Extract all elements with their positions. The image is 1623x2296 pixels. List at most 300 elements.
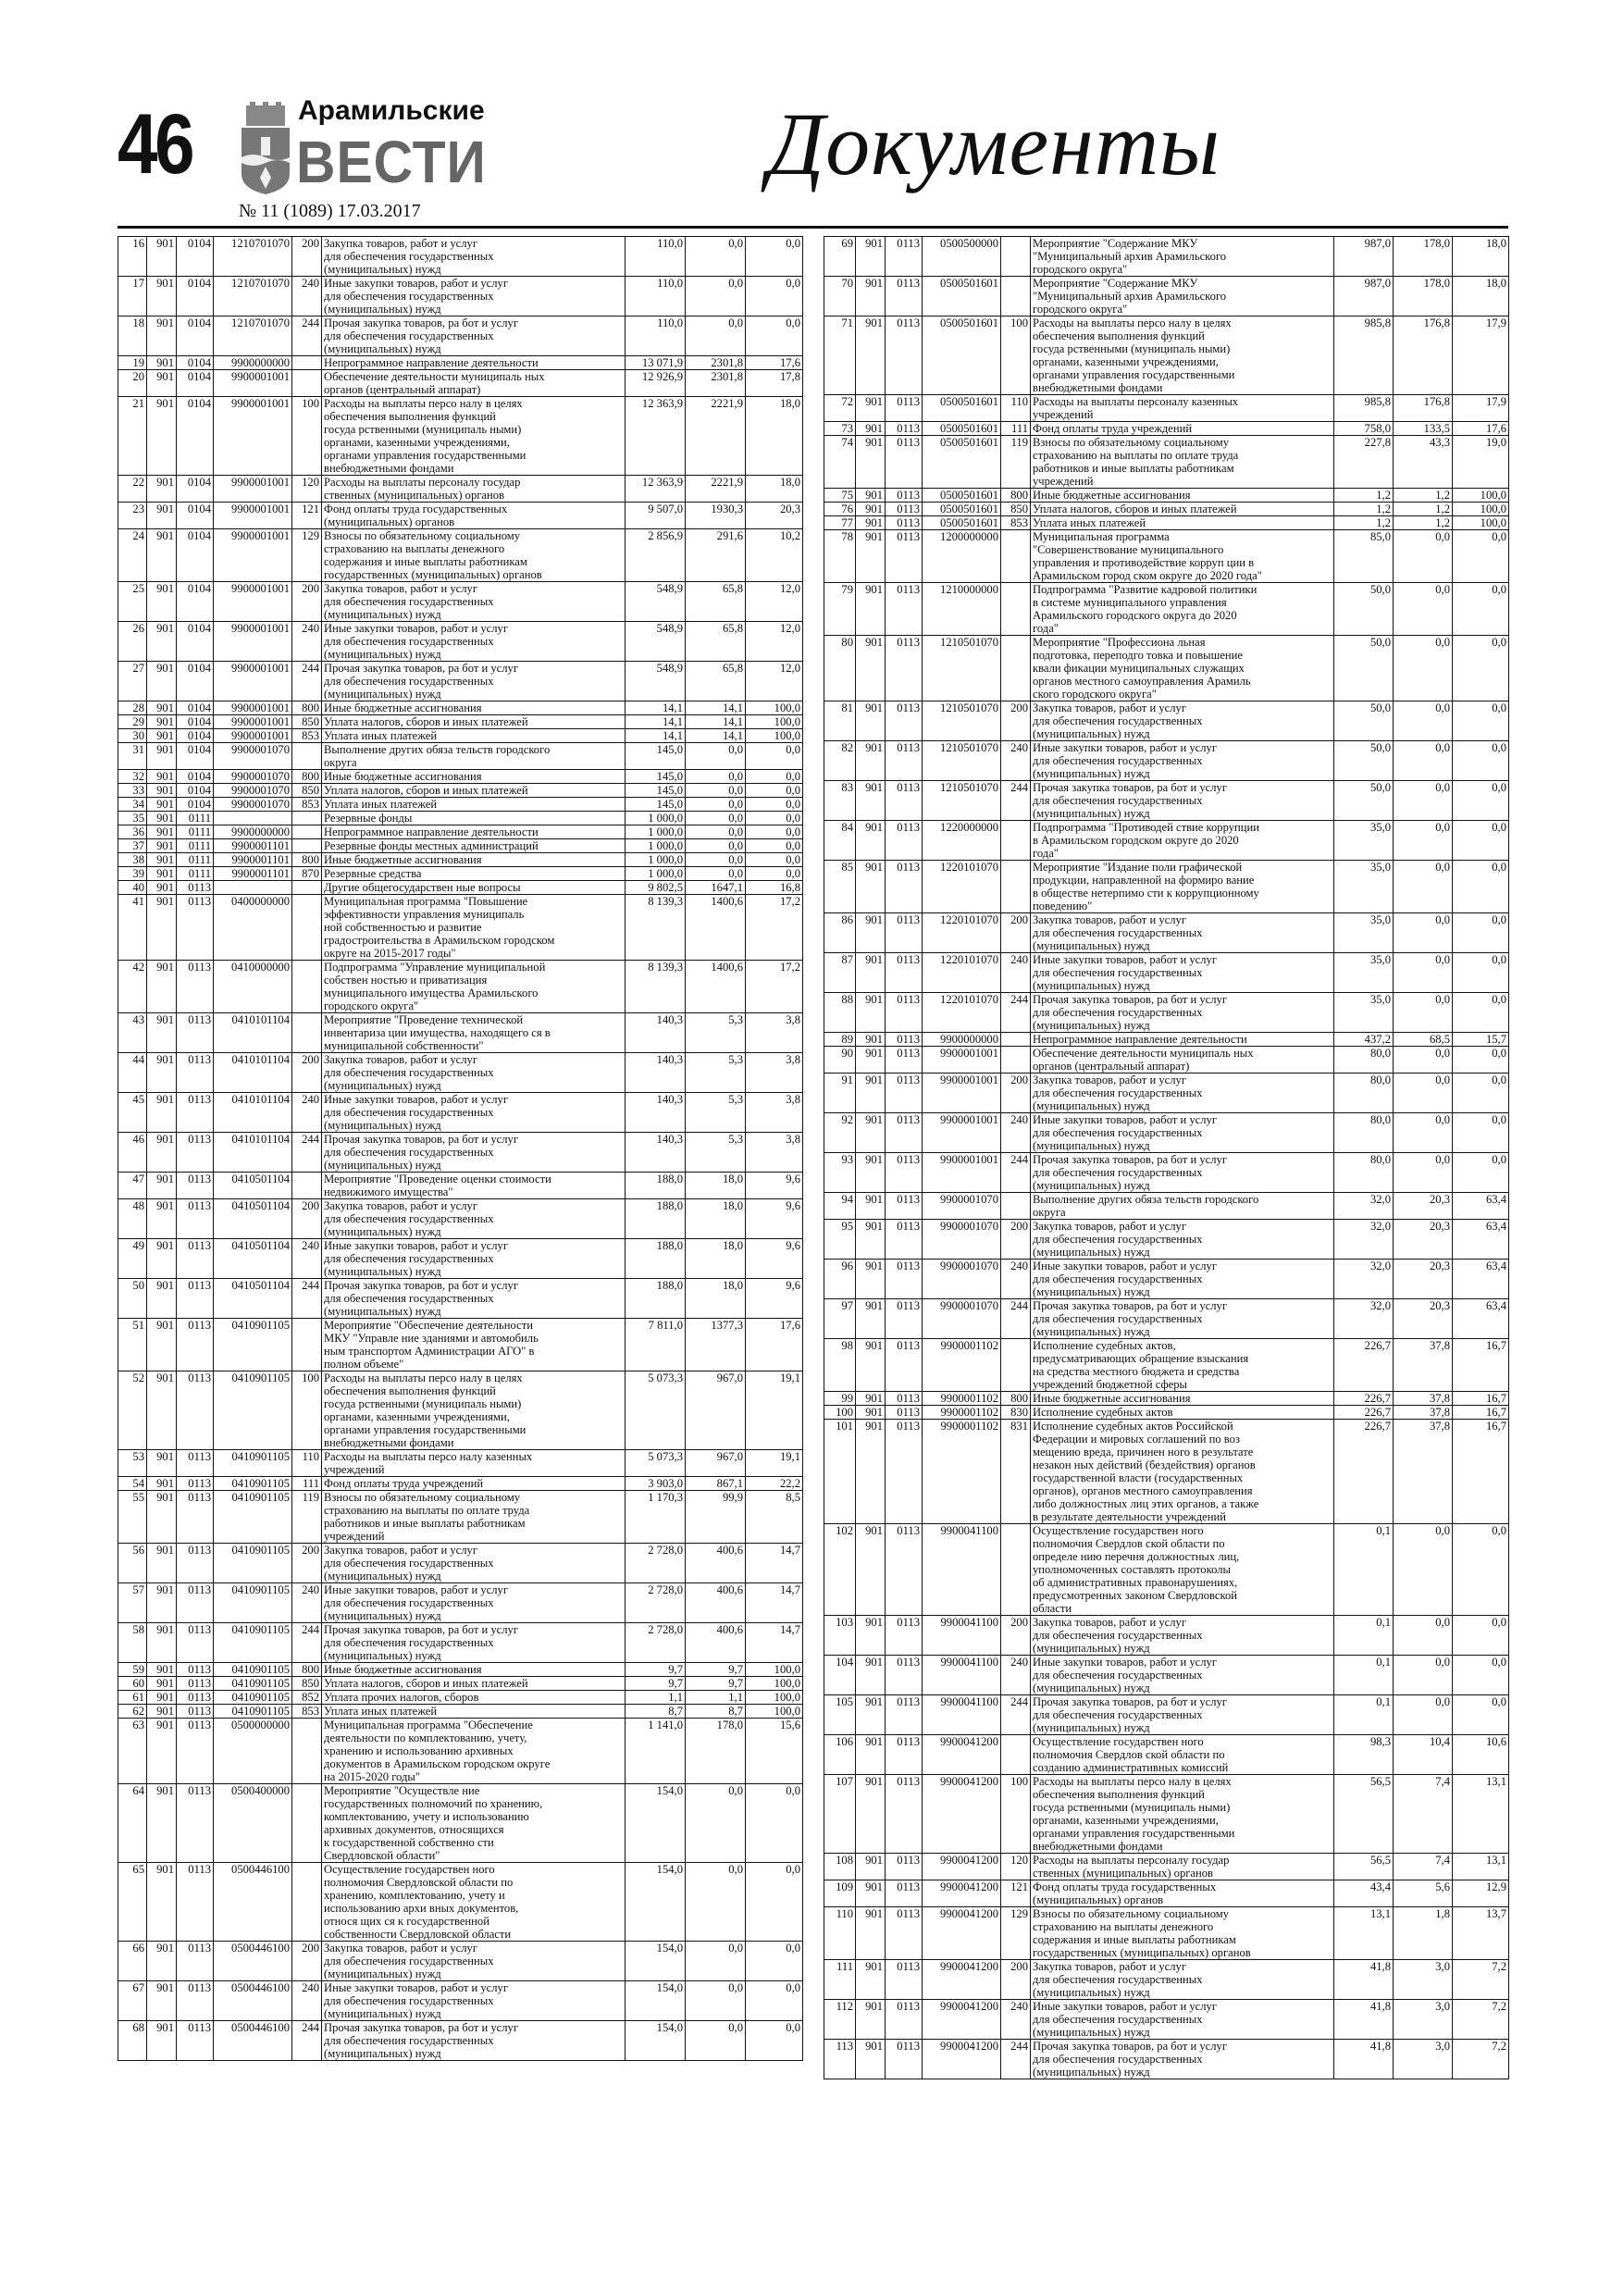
executed-amount: 967,0 xyxy=(686,1371,746,1450)
table-row xyxy=(118,1319,803,1371)
department-code: 901 xyxy=(856,1406,886,1420)
row-number: 86 xyxy=(824,913,856,953)
department-code: 901 xyxy=(147,1623,177,1663)
department-code: 901 xyxy=(147,1199,177,1239)
execution-percent: 17,8 xyxy=(746,370,803,397)
table-row xyxy=(118,397,803,476)
description: Уплата иных платежей xyxy=(1031,516,1334,530)
executed-amount: 178,0 xyxy=(1394,237,1453,277)
execution-percent: 100,0 xyxy=(746,729,803,743)
planned-amount: 80,0 xyxy=(1334,1047,1394,1074)
planned-amount: 2 728,0 xyxy=(626,1623,686,1663)
section-code: 0113 xyxy=(886,1656,923,1695)
executed-amount: 0,0 xyxy=(1394,1047,1453,1074)
description: Исполнение судебных актов xyxy=(1031,1406,1334,1420)
description: Закупка товаров, работ и услуг для обеспечения государственных (муниципальных) нужд xyxy=(1031,1616,1334,1656)
description: Иные закупки товаров, работ и услуг для обеспечения государственных (муниципальных) нужд xyxy=(1031,1656,1334,1695)
execution-percent: 8,5 xyxy=(746,1491,803,1544)
expense-type-code xyxy=(292,825,322,839)
execution-percent: 18,0 xyxy=(746,397,803,476)
department-code: 901 xyxy=(856,741,886,781)
planned-amount: 32,0 xyxy=(1334,1260,1394,1299)
planned-amount: 13,1 xyxy=(1334,1907,1394,1960)
section-code: 0113 xyxy=(886,1880,923,1907)
department-code: 901 xyxy=(147,1583,177,1623)
execution-percent: 10,2 xyxy=(746,529,803,582)
execution-percent: 15,6 xyxy=(746,1719,803,1784)
expense-type-code: 200 xyxy=(1001,1960,1031,2000)
execution-percent: 0,0 xyxy=(746,784,803,798)
department-code: 901 xyxy=(856,701,886,741)
executed-amount: 68,5 xyxy=(1394,1033,1453,1047)
execution-percent: 3,8 xyxy=(746,1013,803,1053)
planned-amount: 8 139,3 xyxy=(626,895,686,961)
planned-amount: 50,0 xyxy=(1334,781,1394,821)
table-row xyxy=(824,1299,1509,1339)
row-number: 45 xyxy=(118,1093,147,1133)
description: Иные бюджетные ассигнования xyxy=(1031,1392,1334,1406)
department-code: 901 xyxy=(856,1880,886,1907)
executed-amount: 1,1 xyxy=(686,1691,746,1705)
planned-amount: 13 071,9 xyxy=(626,356,686,370)
section-code: 0113 xyxy=(886,1220,923,1260)
planned-amount: 987,0 xyxy=(1334,277,1394,316)
expense-type-code: 111 xyxy=(1001,422,1031,436)
planned-amount: 35,0 xyxy=(1334,821,1394,861)
section-code: 0113 xyxy=(177,1784,214,1863)
expense-type-code: 853 xyxy=(292,798,322,812)
section-code: 0104 xyxy=(177,729,214,743)
planned-amount: 154,0 xyxy=(626,2021,686,2061)
section-code: 0113 xyxy=(177,1013,214,1053)
section-code: 0113 xyxy=(886,1406,923,1420)
section-code: 0113 xyxy=(177,1863,214,1942)
target-article-code: 1210501070 xyxy=(923,781,1001,821)
expense-type-code xyxy=(292,895,322,961)
target-article-code: 0410101104 xyxy=(214,1013,292,1053)
executed-amount: 1,8 xyxy=(1394,1907,1453,1960)
department-code: 901 xyxy=(856,1775,886,1854)
executed-amount: 400,6 xyxy=(686,1544,746,1583)
executed-amount: 0,0 xyxy=(1394,701,1453,741)
section-code: 0104 xyxy=(177,798,214,812)
target-article-code: 0500446100 xyxy=(214,1863,292,1942)
executed-amount: 176,8 xyxy=(1394,395,1453,422)
table-row xyxy=(118,370,803,397)
table-row xyxy=(824,1033,1509,1047)
planned-amount: 98,3 xyxy=(1334,1735,1394,1775)
target-article-code: 1220101070 xyxy=(923,993,1001,1033)
planned-amount: 80,0 xyxy=(1334,1074,1394,1113)
planned-amount: 0,1 xyxy=(1334,1695,1394,1735)
table-row xyxy=(824,316,1509,395)
target-article-code: 0500501601 xyxy=(923,316,1001,395)
target-article-code: 9900001001 xyxy=(214,729,292,743)
planned-amount: 14,1 xyxy=(626,701,686,715)
planned-amount: 35,0 xyxy=(1334,861,1394,913)
execution-percent: 0,0 xyxy=(1453,1524,1509,1616)
executed-amount: 0,0 xyxy=(686,316,746,356)
executed-amount: 65,8 xyxy=(686,662,746,701)
description: Закупка товаров, работ и услуг для обеспечения государственных (муниципальных) нужд xyxy=(322,1053,626,1093)
table-row xyxy=(824,1153,1509,1193)
execution-percent: 7,2 xyxy=(1453,2000,1509,2040)
row-number: 67 xyxy=(118,1981,147,2021)
executed-amount: 0,0 xyxy=(1394,861,1453,913)
table-row xyxy=(118,1371,803,1450)
table-row xyxy=(824,1880,1509,1907)
description: Иные бюджетные ассигнования xyxy=(322,701,626,715)
expense-type-code: 831 xyxy=(1001,1420,1031,1524)
description: Прочая закупка товаров, ра бот и услуг для обеспечения государственных (муниципальных) нужд xyxy=(1031,1153,1334,1193)
table-row xyxy=(824,1260,1509,1299)
department-code: 901 xyxy=(147,277,177,316)
executed-amount: 37,8 xyxy=(1394,1392,1453,1406)
table-row xyxy=(118,1583,803,1623)
department-code: 901 xyxy=(147,1371,177,1450)
section-code: 0113 xyxy=(886,821,923,861)
executed-amount: 0,0 xyxy=(1394,741,1453,781)
department-code: 901 xyxy=(147,715,177,729)
planned-amount: 41,8 xyxy=(1334,1960,1394,2000)
section-code: 0113 xyxy=(177,1053,214,1093)
table-row xyxy=(824,530,1509,583)
department-code: 901 xyxy=(147,1544,177,1583)
executed-amount: 3,0 xyxy=(1394,1960,1453,2000)
planned-amount: 41,8 xyxy=(1334,2040,1394,2079)
description: Закупка товаров, работ и услуг для обеспечения государственных (муниципальных) нужд xyxy=(1031,1074,1334,1113)
planned-amount: 145,0 xyxy=(626,798,686,812)
target-article-code: 9900001070 xyxy=(923,1220,1001,1260)
row-number: 48 xyxy=(118,1199,147,1239)
section-code: 0113 xyxy=(177,1173,214,1199)
target-article-code: 1210501070 xyxy=(923,636,1001,701)
section-code: 0113 xyxy=(886,316,923,395)
row-number: 56 xyxy=(118,1544,147,1583)
planned-amount: 140,3 xyxy=(626,1053,686,1093)
planned-amount: 80,0 xyxy=(1334,1113,1394,1153)
section-code: 0113 xyxy=(886,1047,923,1074)
description: Мероприятие "Содержание МКУ "Муниципальный архив Арамильского городского округа" xyxy=(1031,277,1334,316)
executed-amount: 0,0 xyxy=(1394,1616,1453,1656)
section-code: 0113 xyxy=(886,1524,923,1616)
target-article-code: 9900001102 xyxy=(923,1392,1001,1406)
row-number: 38 xyxy=(118,853,147,867)
department-code: 901 xyxy=(856,1153,886,1193)
target-article-code: 1210501070 xyxy=(923,741,1001,781)
table-row xyxy=(118,1491,803,1544)
expense-type-code: 240 xyxy=(292,277,322,316)
target-article-code: 9900041200 xyxy=(923,2000,1001,2040)
row-number: 81 xyxy=(824,701,856,741)
row-number: 80 xyxy=(824,636,856,701)
section-code: 0113 xyxy=(886,781,923,821)
expense-type-code: 240 xyxy=(292,622,322,662)
description: Расходы на выплаты персо налу в целях обеспечения выполнения функций госуда рственными (муниципаль ными) органами, казенными учреждениями, органами управления государственными внебюджетными фондами xyxy=(1031,316,1334,395)
expense-type-code: 244 xyxy=(1001,781,1031,821)
department-code: 901 xyxy=(856,953,886,993)
section-code: 0113 xyxy=(886,1074,923,1113)
table-row xyxy=(118,277,803,316)
execution-percent: 18,0 xyxy=(1453,277,1509,316)
planned-amount: 1,2 xyxy=(1334,503,1394,516)
executed-amount: 0,0 xyxy=(1394,781,1453,821)
table-row xyxy=(118,1719,803,1784)
expense-type-code: 853 xyxy=(292,1705,322,1719)
table-row xyxy=(824,1695,1509,1735)
budget-table-right xyxy=(824,236,1509,2079)
execution-percent: 18,0 xyxy=(1453,237,1509,277)
row-number: 57 xyxy=(118,1583,147,1623)
expense-type-code: 240 xyxy=(1001,741,1031,781)
description: Уплата налогов, сборов и иных платежей xyxy=(322,1677,626,1691)
description: Прочая закупка товаров, ра бот и услуг для обеспечения государственных (муниципальных) нужд xyxy=(1031,1695,1334,1735)
execution-percent: 100,0 xyxy=(746,1663,803,1677)
department-code: 901 xyxy=(147,503,177,529)
target-article-code: 0410901105 xyxy=(214,1663,292,1677)
department-code: 901 xyxy=(856,503,886,516)
description: Прочая закупка товаров, ра бот и услуг для обеспечения государственных (муниципальных) нужд xyxy=(1031,1299,1334,1339)
department-code: 901 xyxy=(147,476,177,503)
row-number: 69 xyxy=(824,237,856,277)
execution-percent: 100,0 xyxy=(1453,516,1509,530)
section-code: 0113 xyxy=(177,1623,214,1663)
department-code: 901 xyxy=(856,1299,886,1339)
executed-amount: 0,0 xyxy=(686,1863,746,1942)
executed-amount: 65,8 xyxy=(686,582,746,622)
execution-percent: 0,0 xyxy=(746,1942,803,1981)
table-row xyxy=(118,237,803,277)
expense-type-code xyxy=(292,356,322,370)
expense-type-code xyxy=(292,743,322,770)
target-article-code: 9900001001 xyxy=(923,1074,1001,1113)
description: Фонд оплаты труда государственных (муниципальных) органов xyxy=(322,503,626,529)
target-article-code: 1210501070 xyxy=(923,701,1001,741)
description: Расходы на выплаты персо налу в целях обеспечения выполнения функций госуда рственными (муниципаль ными) органами, казенными учреждениями, органами управления государственными внебюджетными фондами xyxy=(322,397,626,476)
section-code: 0113 xyxy=(177,1544,214,1583)
department-code: 901 xyxy=(147,2021,177,2061)
executed-amount: 0,0 xyxy=(686,743,746,770)
section-code: 0113 xyxy=(177,1133,214,1173)
table-row xyxy=(824,436,1509,489)
description: Осуществление государствен ного полномочия Свердлов ской области по определе нию перечня должностных лиц, уполномоченных составлять протоколы об административных правонарушениях, предусмотренных законом Свердловской области xyxy=(1031,1524,1334,1616)
description: Уплата прочих налогов, сборов xyxy=(322,1691,626,1705)
row-number: 20 xyxy=(118,370,147,397)
description: Уплата налогов, сборов и иных платежей xyxy=(322,715,626,729)
description: Непрограммное направление деятельности xyxy=(322,825,626,839)
execution-percent: 17,2 xyxy=(746,895,803,961)
department-code: 901 xyxy=(147,1133,177,1173)
department-code: 901 xyxy=(147,743,177,770)
row-number: 16 xyxy=(118,237,147,277)
table-row xyxy=(824,489,1509,503)
description: Иные закупки товаров, работ и услуг для обеспечения государственных (муниципальных) нужд xyxy=(322,1093,626,1133)
execution-percent: 0,0 xyxy=(1453,1616,1509,1656)
target-article-code: 0410901105 xyxy=(214,1319,292,1371)
table-row xyxy=(824,2000,1509,2040)
description: Мероприятие "Обеспечение деятельности МКУ "Управле ние зданиями и автомобиль ным транспортом Администрации АГО" в полном объеме" xyxy=(322,1319,626,1371)
execution-percent: 17,9 xyxy=(1453,316,1509,395)
execution-percent: 0,0 xyxy=(1453,993,1509,1033)
department-code: 901 xyxy=(856,861,886,913)
section-code: 0104 xyxy=(177,397,214,476)
expense-type-code: 200 xyxy=(1001,913,1031,953)
table-row xyxy=(118,1013,803,1053)
target-article-code: 0410501104 xyxy=(214,1279,292,1319)
expense-type-code: 244 xyxy=(292,2021,322,2061)
execution-percent: 63,4 xyxy=(1453,1220,1509,1260)
expense-type-code xyxy=(292,1784,322,1863)
target-article-code: 9900041200 xyxy=(923,1880,1001,1907)
section-code: 0111 xyxy=(177,825,214,839)
department-code: 901 xyxy=(147,961,177,1013)
planned-amount: 140,3 xyxy=(626,1133,686,1173)
execution-percent: 63,4 xyxy=(1453,1193,1509,1220)
description: Муниципальная программа "Совершенствование муниципального управления и противодействие корруп ции в Арамильском город ском округе до 2020 года" xyxy=(1031,530,1334,583)
expense-type-code: 200 xyxy=(292,1544,322,1583)
row-number: 59 xyxy=(118,1663,147,1677)
planned-amount: 50,0 xyxy=(1334,583,1394,636)
description: Резервные фонды местных администраций xyxy=(322,839,626,853)
target-article-code: 0410101104 xyxy=(214,1053,292,1093)
planned-amount: 110,0 xyxy=(626,316,686,356)
executed-amount: 37,8 xyxy=(1394,1420,1453,1524)
department-code: 901 xyxy=(856,1960,886,2000)
target-article-code: 9900001101 xyxy=(214,853,292,867)
department-code: 901 xyxy=(147,798,177,812)
executed-amount: 14,1 xyxy=(686,729,746,743)
department-code: 901 xyxy=(856,583,886,636)
department-code: 901 xyxy=(147,1863,177,1942)
description: Непрограммное направление деятельности xyxy=(1031,1033,1334,1047)
description: Иные закупки товаров, работ и услуг для обеспечения государственных (муниципальных) нужд xyxy=(1031,1260,1334,1299)
executed-amount: 1400,6 xyxy=(686,961,746,1013)
execution-percent: 17,6 xyxy=(1453,422,1509,436)
section-code: 0104 xyxy=(177,237,214,277)
executed-amount: 0,0 xyxy=(686,1942,746,1981)
target-article-code: 0410501104 xyxy=(214,1239,292,1279)
expense-type-code: 850 xyxy=(292,784,322,798)
table-row xyxy=(824,993,1509,1033)
row-number: 83 xyxy=(824,781,856,821)
section-code: 0113 xyxy=(886,2000,923,2040)
description: Уплата иных платежей xyxy=(322,1705,626,1719)
expense-type-code: 850 xyxy=(292,715,322,729)
expense-type-code: 244 xyxy=(1001,1695,1031,1735)
row-number: 46 xyxy=(118,1133,147,1173)
table-row xyxy=(824,701,1509,741)
executed-amount: 0,0 xyxy=(686,770,746,784)
row-number: 61 xyxy=(118,1691,147,1705)
department-code: 901 xyxy=(856,2040,886,2079)
table-row xyxy=(824,1113,1509,1153)
section-code: 0113 xyxy=(886,861,923,913)
target-article-code: 9900001070 xyxy=(214,770,292,784)
expense-type-code: 110 xyxy=(292,1450,322,1477)
row-number: 104 xyxy=(824,1656,856,1695)
budget-table-left xyxy=(118,236,803,2061)
target-article-code: 9900041200 xyxy=(923,1735,1001,1775)
target-article-code: 9900001101 xyxy=(214,867,292,881)
planned-amount: 35,0 xyxy=(1334,913,1394,953)
planned-amount: 7 811,0 xyxy=(626,1319,686,1371)
execution-percent: 100,0 xyxy=(1453,489,1509,503)
row-number: 79 xyxy=(824,583,856,636)
executed-amount: 0,0 xyxy=(1394,1074,1453,1113)
target-article-code: 9900001001 xyxy=(214,397,292,476)
executed-amount: 0,0 xyxy=(1394,913,1453,953)
table-row xyxy=(118,1093,803,1133)
table-row xyxy=(118,825,803,839)
section-code: 0113 xyxy=(177,1583,214,1623)
planned-amount: 32,0 xyxy=(1334,1193,1394,1220)
description: Осуществление государствен ного полномочия Свердловской области по хранению, комплектованию, учету и использованию архи вных документов, относя щих ся к государственной собственности Свердловской области xyxy=(322,1863,626,1942)
executed-amount: 400,6 xyxy=(686,1623,746,1663)
expense-type-code: 100 xyxy=(1001,316,1031,395)
section-code: 0113 xyxy=(886,1695,923,1735)
expense-type-code: 244 xyxy=(292,316,322,356)
table-row xyxy=(118,1691,803,1705)
department-code: 901 xyxy=(856,516,886,530)
department-code: 901 xyxy=(856,1854,886,1880)
planned-amount: 56,5 xyxy=(1334,1854,1394,1880)
target-article-code: 1220101070 xyxy=(923,913,1001,953)
row-number: 36 xyxy=(118,825,147,839)
target-article-code: 9900001001 xyxy=(923,1113,1001,1153)
expense-type-code xyxy=(292,370,322,397)
row-number: 98 xyxy=(824,1339,856,1392)
expense-type-code: 100 xyxy=(292,397,322,476)
execution-percent: 0,0 xyxy=(1453,913,1509,953)
department-code: 901 xyxy=(147,1663,177,1677)
planned-amount: 145,0 xyxy=(626,743,686,770)
table-row xyxy=(118,529,803,582)
department-code: 901 xyxy=(147,729,177,743)
description: Подпрограмма "Развитие кадровой политики в системе муниципального управления Арамильского городского округа до 2020 года" xyxy=(1031,583,1334,636)
department-code: 901 xyxy=(147,770,177,784)
execution-percent: 0,0 xyxy=(746,770,803,784)
section-code: 0113 xyxy=(886,489,923,503)
planned-amount: 80,0 xyxy=(1334,1153,1394,1193)
department-code: 901 xyxy=(147,1173,177,1199)
description: Мероприятие "Содержание МКУ "Муниципальный архив Арамильского городского округа" xyxy=(1031,237,1334,277)
table-row xyxy=(824,1339,1509,1392)
department-code: 901 xyxy=(147,1691,177,1705)
description: Закупка товаров, работ и услуг для обеспечения государственных (муниципальных) нужд xyxy=(1031,1220,1334,1260)
description: Обеспечение деятельности муниципаль ных органов (центральный аппарат) xyxy=(322,370,626,397)
section-code: 0113 xyxy=(177,1677,214,1691)
target-article-code: 9900001001 xyxy=(214,370,292,397)
section-code: 0113 xyxy=(886,1113,923,1153)
department-code: 901 xyxy=(856,1220,886,1260)
execution-percent: 0,0 xyxy=(746,839,803,853)
executed-amount: 867,1 xyxy=(686,1477,746,1491)
table-row xyxy=(118,895,803,961)
planned-amount: 437,2 xyxy=(1334,1033,1394,1047)
section-code: 0113 xyxy=(177,1942,214,1981)
planned-amount: 8 139,3 xyxy=(626,961,686,1013)
executed-amount: 2301,8 xyxy=(686,356,746,370)
section-code: 0113 xyxy=(886,422,923,436)
section-code: 0113 xyxy=(886,277,923,316)
row-number: 19 xyxy=(118,356,147,370)
description: Фонд оплаты труда учреждений xyxy=(1031,422,1334,436)
section-code: 0104 xyxy=(177,622,214,662)
execution-percent: 0,0 xyxy=(1453,1695,1509,1735)
executed-amount: 2301,8 xyxy=(686,370,746,397)
target-article-code: 9900001070 xyxy=(214,784,292,798)
execution-percent: 3,8 xyxy=(746,1093,803,1133)
